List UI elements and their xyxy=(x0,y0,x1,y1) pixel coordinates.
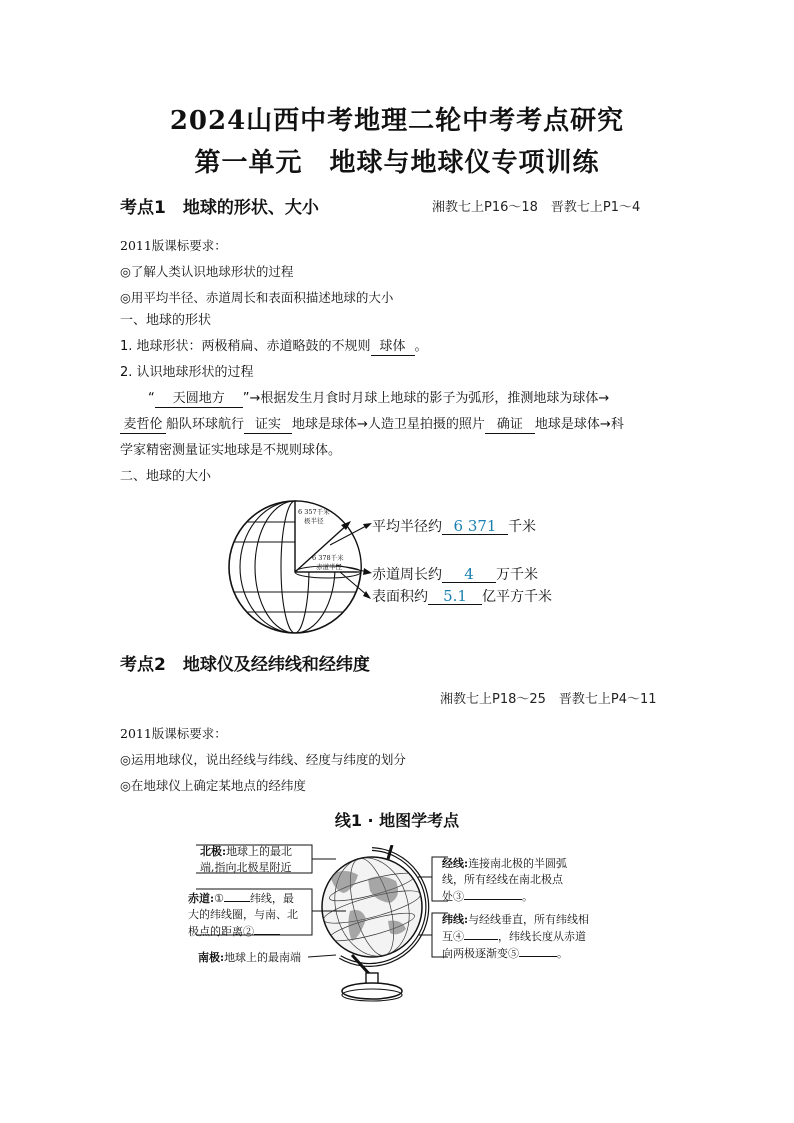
para-open-quote: “ xyxy=(148,391,155,406)
surface-area-label: 表面积约 5.1 亿平方千米 xyxy=(372,587,552,605)
equator-circumference-answer: 4 xyxy=(442,566,496,583)
blank-magellan: 麦哲伦 xyxy=(120,417,166,434)
blank-quezheng: 确证 xyxy=(485,417,535,434)
item1-blank: 球体 xyxy=(371,339,415,356)
blank-tianyuandifang: 天圆地方 xyxy=(155,391,243,408)
section2-std-label: 2011版课标要求： xyxy=(120,726,227,741)
section2-req2: ◎在地球仪上确定某地点的经纬度 xyxy=(120,778,306,793)
section1-std-label: 2011版课标要求： xyxy=(120,238,227,253)
blank-zhengshi: 证实 xyxy=(244,417,292,434)
blank-3 xyxy=(464,888,522,900)
blank-2 xyxy=(254,923,280,935)
section1-req2: ◎用平均半径、赤道周长和表面积描述地球的大小 xyxy=(120,290,394,305)
parallel-callout: 纬线:与经线垂直，所有纬线相 互④ ，纬线长度从赤道 向两极逐渐变⑤ 。 xyxy=(442,913,590,960)
para-text3: 地球是球体→人造卫星拍摄的照片 xyxy=(292,417,485,432)
para-text4: 地球是球体→科 xyxy=(534,417,624,432)
blank-4 xyxy=(464,928,498,940)
page-subtitle: 第一单元 地球与地球仪专项训练 xyxy=(194,148,600,178)
para-text1: ”→根据发生月食时月球上地球的影子为弧形，推测地球为球体→ xyxy=(242,391,610,406)
south-pole-callout: 南极:地球上的最南端 xyxy=(198,951,302,964)
para-text2: 船队环球航行 xyxy=(166,417,245,432)
surface-area-answer: 5.1 xyxy=(428,588,482,605)
section2-ref: 湘教七上P18～25 晋教七上P4～11 xyxy=(440,692,657,707)
equator-radius-value: 6 378千米 xyxy=(312,554,344,562)
item1 xyxy=(120,334,428,360)
north-pole-callout: 北极:地球上的最北 端,指向北极星附近 xyxy=(200,845,293,874)
para-line2 xyxy=(120,412,720,438)
equator-callout: 赤道:① 纬线，最 大的纬线圈，与南、北 极点的距离② xyxy=(188,892,298,938)
section2-req1: ◎运用地球仪，说出经线与纬线、经度与纬度的划分 xyxy=(120,752,406,767)
section2-heading: 考点2 地球仪及经纬线和经纬度 xyxy=(120,655,370,675)
equator-circumference-label: 赤道周长约 4 万千米 xyxy=(372,565,538,583)
blank-5 xyxy=(519,945,557,957)
item1-prefix: 1. 地球形状：两极稍扁、赤道略鼓的不规则 xyxy=(120,339,371,354)
mean-radius-answer: 6 371 xyxy=(442,518,508,535)
page-title: 2024山西中考地理二轮中考考点研究 xyxy=(169,106,625,136)
polar-radius-label: 极半径 xyxy=(304,517,324,525)
blank-1 xyxy=(224,890,250,902)
meridian-callout: 经线:连接南北极的半圆弧 线，所有经线在南北极点 处③ 。 xyxy=(442,857,568,903)
para-line3: 学家精密测量证实地球是不规则球体。 xyxy=(120,443,342,458)
mean-radius-label: 平均半径约 6 371 千米 xyxy=(372,517,536,535)
section1-req1: ◎了解人类认识地球形状的过程 xyxy=(120,264,294,279)
equator-radius-label: 赤道半径 xyxy=(316,563,342,571)
subheading-size: 二、地球的大小 xyxy=(120,469,212,484)
line-title: 线1 · 地图学考点 xyxy=(334,811,460,830)
section1-ref: 湘教七上P16～18 晋教七上P1～4 xyxy=(432,200,641,215)
subheading-shape: 一、地球的形状 xyxy=(120,313,212,328)
item1-suffix: 。 xyxy=(414,339,428,354)
axis-top xyxy=(388,845,392,859)
section1-heading: 考点1 地球的形状、大小 xyxy=(120,198,319,218)
item2: 2. 认识地球形状的过程 xyxy=(120,365,254,380)
polar-radius-value: 6 357千米 xyxy=(298,508,330,516)
para-line1 xyxy=(148,386,708,412)
